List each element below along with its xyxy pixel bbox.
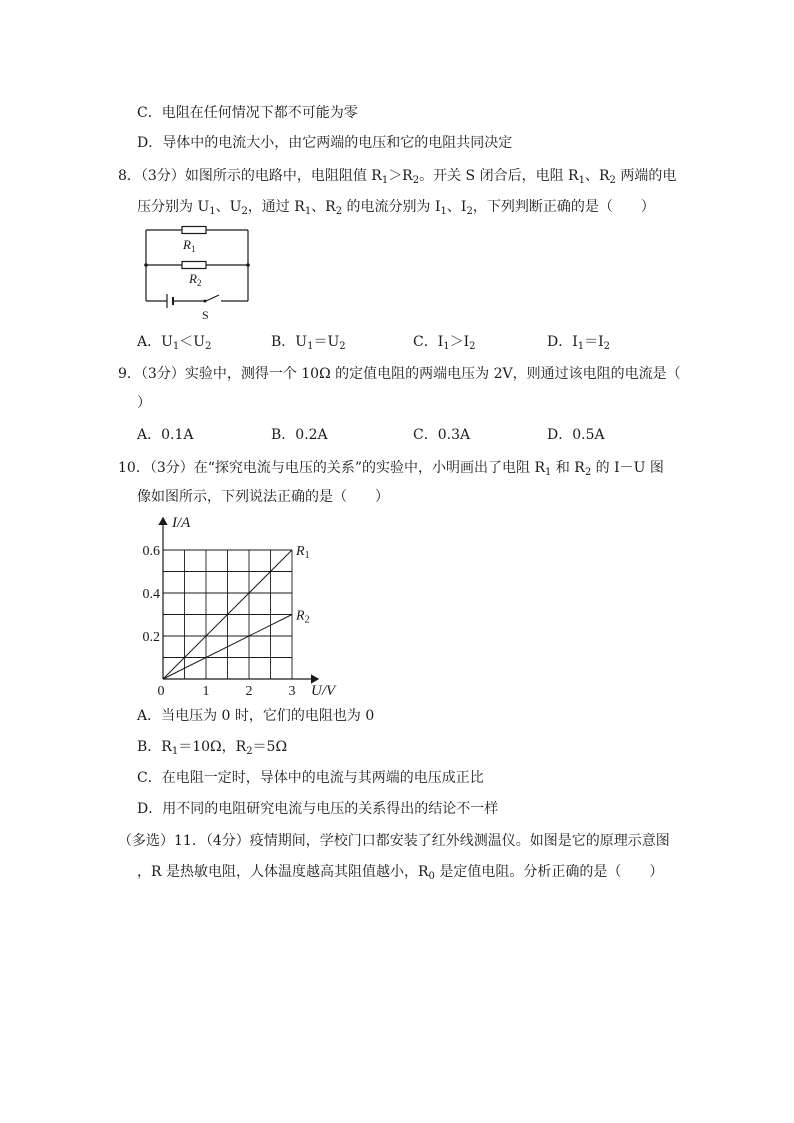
q9-stem-line1: 9．（3分）实验中，测得一个 10Ω 的定值电阻的两端电压为 2V，则通过该电阻的电流是（: [118, 366, 681, 382]
series-label-R1: $R_1$: [296, 544, 310, 561]
q9-option-d: D．0.5A: [547, 427, 605, 443]
y-axis-label: I/A: [172, 515, 191, 531]
y-tick-label: 0.2: [142, 630, 160, 645]
q8-option-a: A．$U_1<U_2$: [137, 334, 212, 352]
r1-label: $R_1$: [183, 237, 196, 254]
switch-pivot: [204, 300, 207, 303]
q11-stem-line1: （多选）11．（4分）疫情期间，学校门口都安装了红外线测温仪。如图是它的原理示意图: [118, 833, 670, 849]
x-axis-label: U/V: [311, 683, 336, 699]
q8-stem-line2: 压分别为 $U_1$、$U_2$，通过 $R_1$、$R_2$ 的电流分别为 $I_1$、$I_2$，下列判断正确的是（ ）: [137, 199, 655, 217]
q7-option-c: C．电阻在任何情况下都不可能为零: [137, 105, 358, 121]
q8-stem-line1: 8．（3分）如图所示的电路中，电阻阻值 $R_1>R_2$。开关 S 闭合后，电阻 $R_1$、$R_2$ 两端的电: [118, 168, 677, 186]
junction-right: [246, 263, 250, 267]
q8-option-b: B．$U_1=U_2$: [271, 334, 346, 352]
q9-option-c: C．0.3A: [413, 427, 471, 443]
q10-stem-line2: 像如图所示，下列说法正确的是（ ）: [137, 489, 389, 505]
q7-option-d: D．导体中的电流大小，由它两端的电压和它的电阻共同决定: [137, 135, 513, 151]
y-tick-label: 0.6: [142, 544, 160, 559]
circuit-diagram: [138, 222, 258, 322]
x-tick-label: 2: [245, 684, 253, 699]
q10-option-b: B．$R_1=10\Omega$，$R_2=5\Omega$: [137, 739, 288, 757]
q9-stem-line2: ）: [137, 395, 151, 411]
switch-label: S: [202, 308, 209, 322]
q8-option-d: D．$I_1=I_2$: [547, 334, 611, 352]
q9-option-a: A．0.1A: [137, 427, 194, 443]
q9-option-b: B．0.2A: [271, 427, 328, 443]
y-tick-label: 0.4: [142, 587, 160, 602]
q10-option-a: A．当电压为 0 时，它们的电阻也为 0: [137, 708, 375, 724]
resistor-r1: [182, 227, 206, 234]
series-label-R2: $R_2$: [296, 608, 310, 626]
junction-left: [144, 263, 148, 267]
x-tick-label: 0: [157, 684, 165, 699]
r2-label: $R_2$: [189, 271, 202, 288]
q8-option-c: C．$I_1>I_2$: [413, 334, 476, 352]
iu-graph: [130, 508, 360, 703]
q11-stem-line2: ，R 是热敏电阻，人体温度越高其阻值越小，$R_0$ 是定值电阻。分析正确的是（ ）: [137, 864, 664, 882]
x-tick-label: 1: [202, 684, 210, 699]
q10-option-c: C．在电阻一定时，导体中的电流与其两端的电压成正比: [137, 770, 484, 786]
x-tick-label: 3: [288, 684, 296, 699]
q10-option-d: D．用不同的电阻研究电流与电压的关系得出的结论不一样: [137, 801, 499, 817]
resistor-r2: [182, 262, 206, 269]
q10-stem-line1: 10．（3分）在“探究电流与电压的关系”的实验中，小明画出了电阻 $R_1$ 和 $R_2$ 的 I－U 图: [118, 460, 664, 478]
switch-lever: [206, 295, 219, 301]
